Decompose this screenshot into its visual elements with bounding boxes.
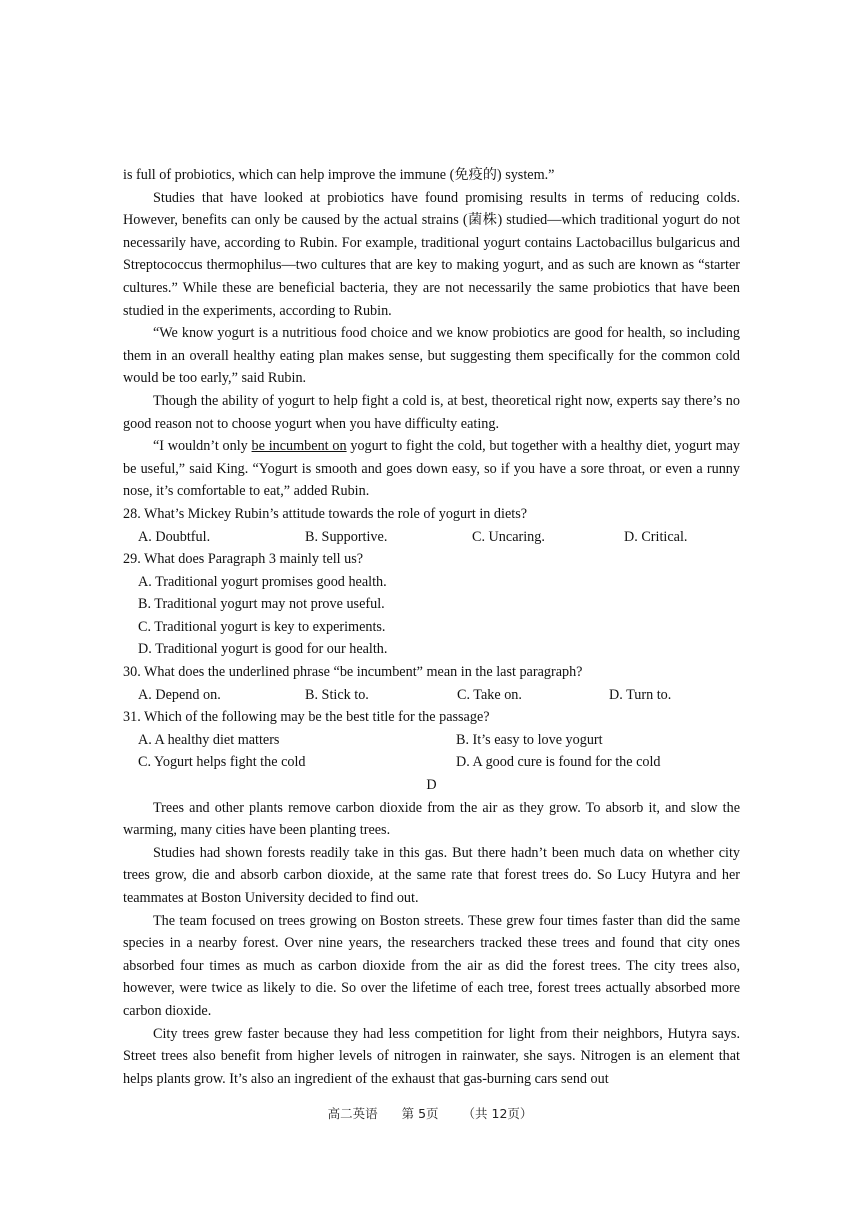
text-run: yogurt to fight the cold, but together with a healthy diet, yogurt may be useful,” said King. “Yogurt is smooth and goes down easy, so if you have a sore throat, or even a runny nose, it’s comfortable to eat,” added Rubin. <box>123 438 741 500</box>
option-b: B. It’s easy to love yogurt <box>456 731 603 748</box>
paragraph <box>123 435 740 503</box>
option-a: A. Traditional yogurt promises good health. <box>138 573 387 590</box>
question-31-options-row1 <box>123 729 740 752</box>
question-28-options <box>123 526 740 549</box>
footer-page-number: 第 5页 <box>401 1106 439 1121</box>
paragraph: Trees and other plants remove carbon dioxide from the air as they grow. To absorb it, and slow the warming, many cities have been planting trees. <box>123 799 740 839</box>
paragraph: Though the ability of yogurt to help fight a cold is, at best, theoretical right now, experts say there’s no good reason not to choose yogurt when you have difficulty eating. <box>123 392 740 432</box>
option-c: C. Yogurt helps fight the cold <box>138 754 306 771</box>
option-c: C. Traditional yogurt is key to experiments. <box>138 618 386 635</box>
text-run: “I wouldn’t only <box>153 438 252 455</box>
option-d: D. Turn to. <box>609 686 672 703</box>
paragraph: Studies had shown forests readily take in this gas. But there hadn’t been much data on whether city trees grow, die and absorb carbon dioxide, at the same rate that forest trees do. So Lucy Hutyra and her teammates at Boston University decided to find out. <box>123 844 740 906</box>
option-d: D. Critical. <box>624 528 688 545</box>
question-31-options-row2 <box>123 751 740 774</box>
option-a: A. Depend on. <box>138 686 221 703</box>
option-c: C. Take on. <box>457 686 522 703</box>
page-footer <box>0 1104 860 1122</box>
option-b: B. Traditional yogurt may not prove useful. <box>138 596 385 613</box>
page-content <box>123 164 740 1090</box>
paragraph: Studies that have looked at probiotics have found promising results in terms of reducing colds. However, benefits can only be caused by the actual strains (菌株) studied—which traditional yogurt do not necessarily have, according to Rubin. For example, traditional yogurt contains Lactobacillus bulgaricus and Streptococcus thermophilus—two cultures that are key to making yogurt, and as such are known as “starter cultures.” While these are beneficial bacteria, they are not necessarily the same probiotics that have been studied in the experiments, according to Rubin. <box>123 189 740 319</box>
option-a: A. A healthy diet matters <box>138 731 280 748</box>
passage-label: D <box>426 777 437 794</box>
option-c: C. Uncaring. <box>472 528 545 545</box>
option-d: D. A good cure is found for the cold <box>456 754 661 771</box>
option-a: A. Doubtful. <box>138 528 211 545</box>
option-d: D. Traditional yogurt is good for our health. <box>138 641 388 658</box>
paragraph: The team focused on trees growing on Boston streets. These grew four times faster than did the same species in a nearby forest. Over nine years, the researchers tracked these trees and found that city ones absorbed four times as much as carbon dioxide from the air as did the forest trees. The city trees also, however, were twice as likely to die. So over the lifetime of each tree, forest trees actually absorbed more carbon dioxide. <box>123 912 740 1019</box>
question-30-stem: 30. What does the underlined phrase “be incumbent” mean in the last paragraph? <box>123 664 583 681</box>
footer-total-pages: （共 12页） <box>462 1106 533 1121</box>
question-31-stem: 31. Which of the following may be the best title for the passage? <box>123 709 490 726</box>
option-b: B. Stick to. <box>305 686 369 703</box>
footer-subject: 高二英语 <box>327 1106 378 1121</box>
underlined-phrase: be incumbent on <box>251 438 347 455</box>
option-b: B. Supportive. <box>305 528 388 545</box>
paragraph: City trees grew faster because they had less competition for light from their neighbors, Hutyra says. Street trees also benefit from higher levels of nitrogen in rainwater, she says. Nitrogen is an element that helps plants grow. It’s also an ingredient of the exhaust that gas-burning cars send out <box>123 1025 740 1087</box>
paragraph: is full of probiotics, which can help improve the immune (免疫的) system.” <box>123 167 555 183</box>
question-29-stem: 29. What does Paragraph 3 mainly tell us? <box>123 551 364 568</box>
question-28-stem: 28. What’s Mickey Rubin’s attitude towards the role of yogurt in diets? <box>123 505 528 522</box>
question-30-options <box>123 684 740 707</box>
paragraph: “We know yogurt is a nutritious food choice and we know probiotics are good for health, so including them in an overall healthy eating plan makes sense, but suggesting them specifically for the common cold would be too early,” said Rubin. <box>123 325 740 387</box>
